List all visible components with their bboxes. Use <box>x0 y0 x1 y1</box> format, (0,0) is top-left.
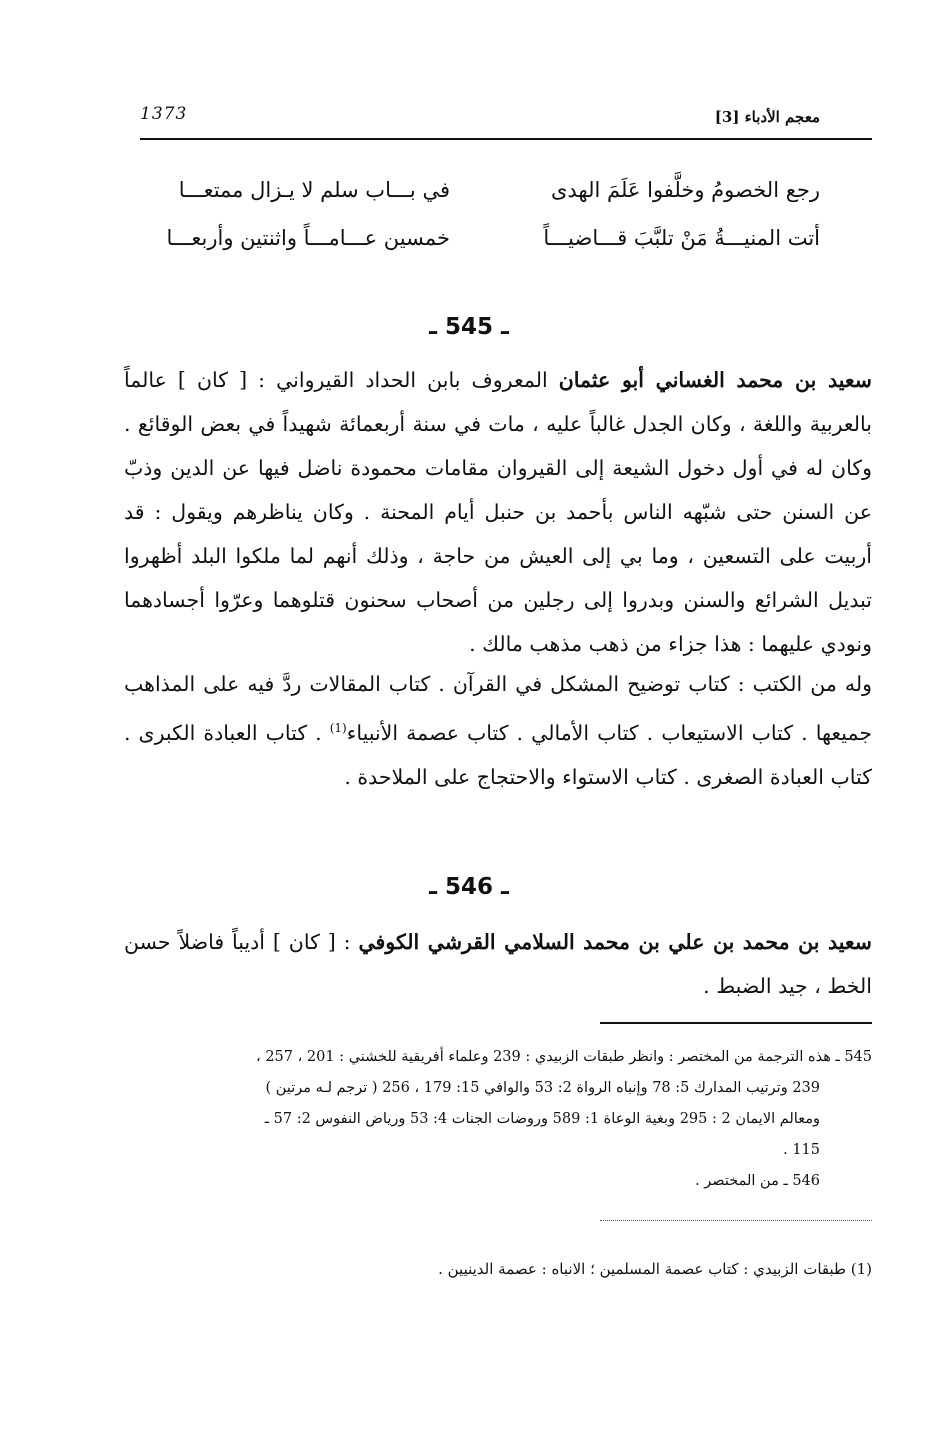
entry-545-body: المعروف بابن الحداد القيرواني : [ كان ] عالماً بالعربية واللغة ، وكان الجدل غالباً عليه ، مات في سنة أربعمائة شهيداً في بعض الوقائع . وكان له في أول دخول الشيعة إلى القيروان مقامات محمودة ناضل فيها عن الدين وذبّ عن السنن حتى شبّهه الناس بأحمد بن حنبل أيام المحنة . وكان يناظرهم ويقول : قد أربيت على التسعين ، وما بي إلى العيش من حاجة ، وذلك أنهم لما ملكوا البلد أظهروا تبديل الشرائع والسنن وبدروا إلى رجلين من أصحاب سحنون قتلوهما وعرّوا أجسادهما ونودي عليهما : هذا جزاء من ذهب مذهب مالك . <box>124 368 872 656</box>
entry-545-books-list: وله من الكتب : كتاب توضيح المشكل في القرآن . كتاب المقالات ردَّ فيه على المذاهب جميعها . كتاب الاستيعاب . كتاب الأمالي . كتاب عصمة الأنبياء <box>124 672 873 745</box>
poem-line-1-first-hemistich: رجع الخصومُ وخلَّفوا عَلَمَ الهدى <box>550 178 820 202</box>
entry-number-546: ـ 546 ـ <box>429 874 509 900</box>
source-note-545-continued-3: 115 . <box>783 1142 820 1158</box>
footnote-1: (1) طبقات الزبيدي : كتاب عصمة المسلمين ؛ الانباه : عصمة الدينيين . <box>438 1260 872 1278</box>
entry-546-name: سعيد بن محمد بن علي بن محمد السلامي القرشي الكوفي <box>358 930 872 954</box>
footnote-marker: (1) <box>329 721 347 735</box>
entry-number-545: ـ 545 ـ <box>429 314 509 340</box>
page-number: 1373 <box>140 104 188 124</box>
footnote-rule <box>600 1022 872 1024</box>
poem-line-2-first-hemistich: أتت المنيـــةُ مَنْ تلبَّبَ قـــاضيـــاً <box>543 226 820 250</box>
entry-545-biography <box>124 358 872 666</box>
footnote-divider <box>600 1220 872 1221</box>
poem-line-2-second-hemistich: خمسين عـــامـــاً واثنتين وأربعـــا <box>166 226 450 250</box>
entry-545-books <box>124 662 872 799</box>
entry-545-name: سعيد بن محمد الغساني أبو عثمان <box>558 368 872 392</box>
poem-line-1-second-hemistich: في بـــاب سلم لا يـزال ممتعـــا <box>178 178 450 202</box>
source-note-545-continued-1: 239 وترتيب المدارك 5: 78 وإنباه الرواة 2: 53 والوافي 15: 179 ، 256 ( ترجم لـه مرتين ) <box>265 1080 820 1096</box>
entry-545-books-list-end: . كتاب العبادة الكبرى . كتاب العبادة الصغرى . كتاب الاستواء والاحتجاج على الملاحدة . <box>124 720 872 789</box>
source-note-545: 545 ـ هذه الترجمة من المختصر : وانظر طبقات الزبيدي : 239 وعلماء أفريقية للخشني : 201 ، 257 ، <box>256 1049 872 1065</box>
entry-546-biography <box>124 920 872 1008</box>
source-note-546: 546 ـ من المختصر . <box>695 1173 820 1189</box>
entry-546-body: : [ كان ] أديباً فاضلاً حسن الخط ، جيد الضبط . <box>124 930 872 998</box>
running-title: معجم الأدباء [3] <box>714 108 820 126</box>
source-notes <box>118 1042 872 1197</box>
header-rule <box>140 138 872 140</box>
source-note-545-continued-2: ومعالم الايمان 2 : 295 وبغية الوعاة 1: 589 وروضات الجنات 4: 53 ورياض النفوس 2: 57 ـ <box>264 1111 820 1127</box>
